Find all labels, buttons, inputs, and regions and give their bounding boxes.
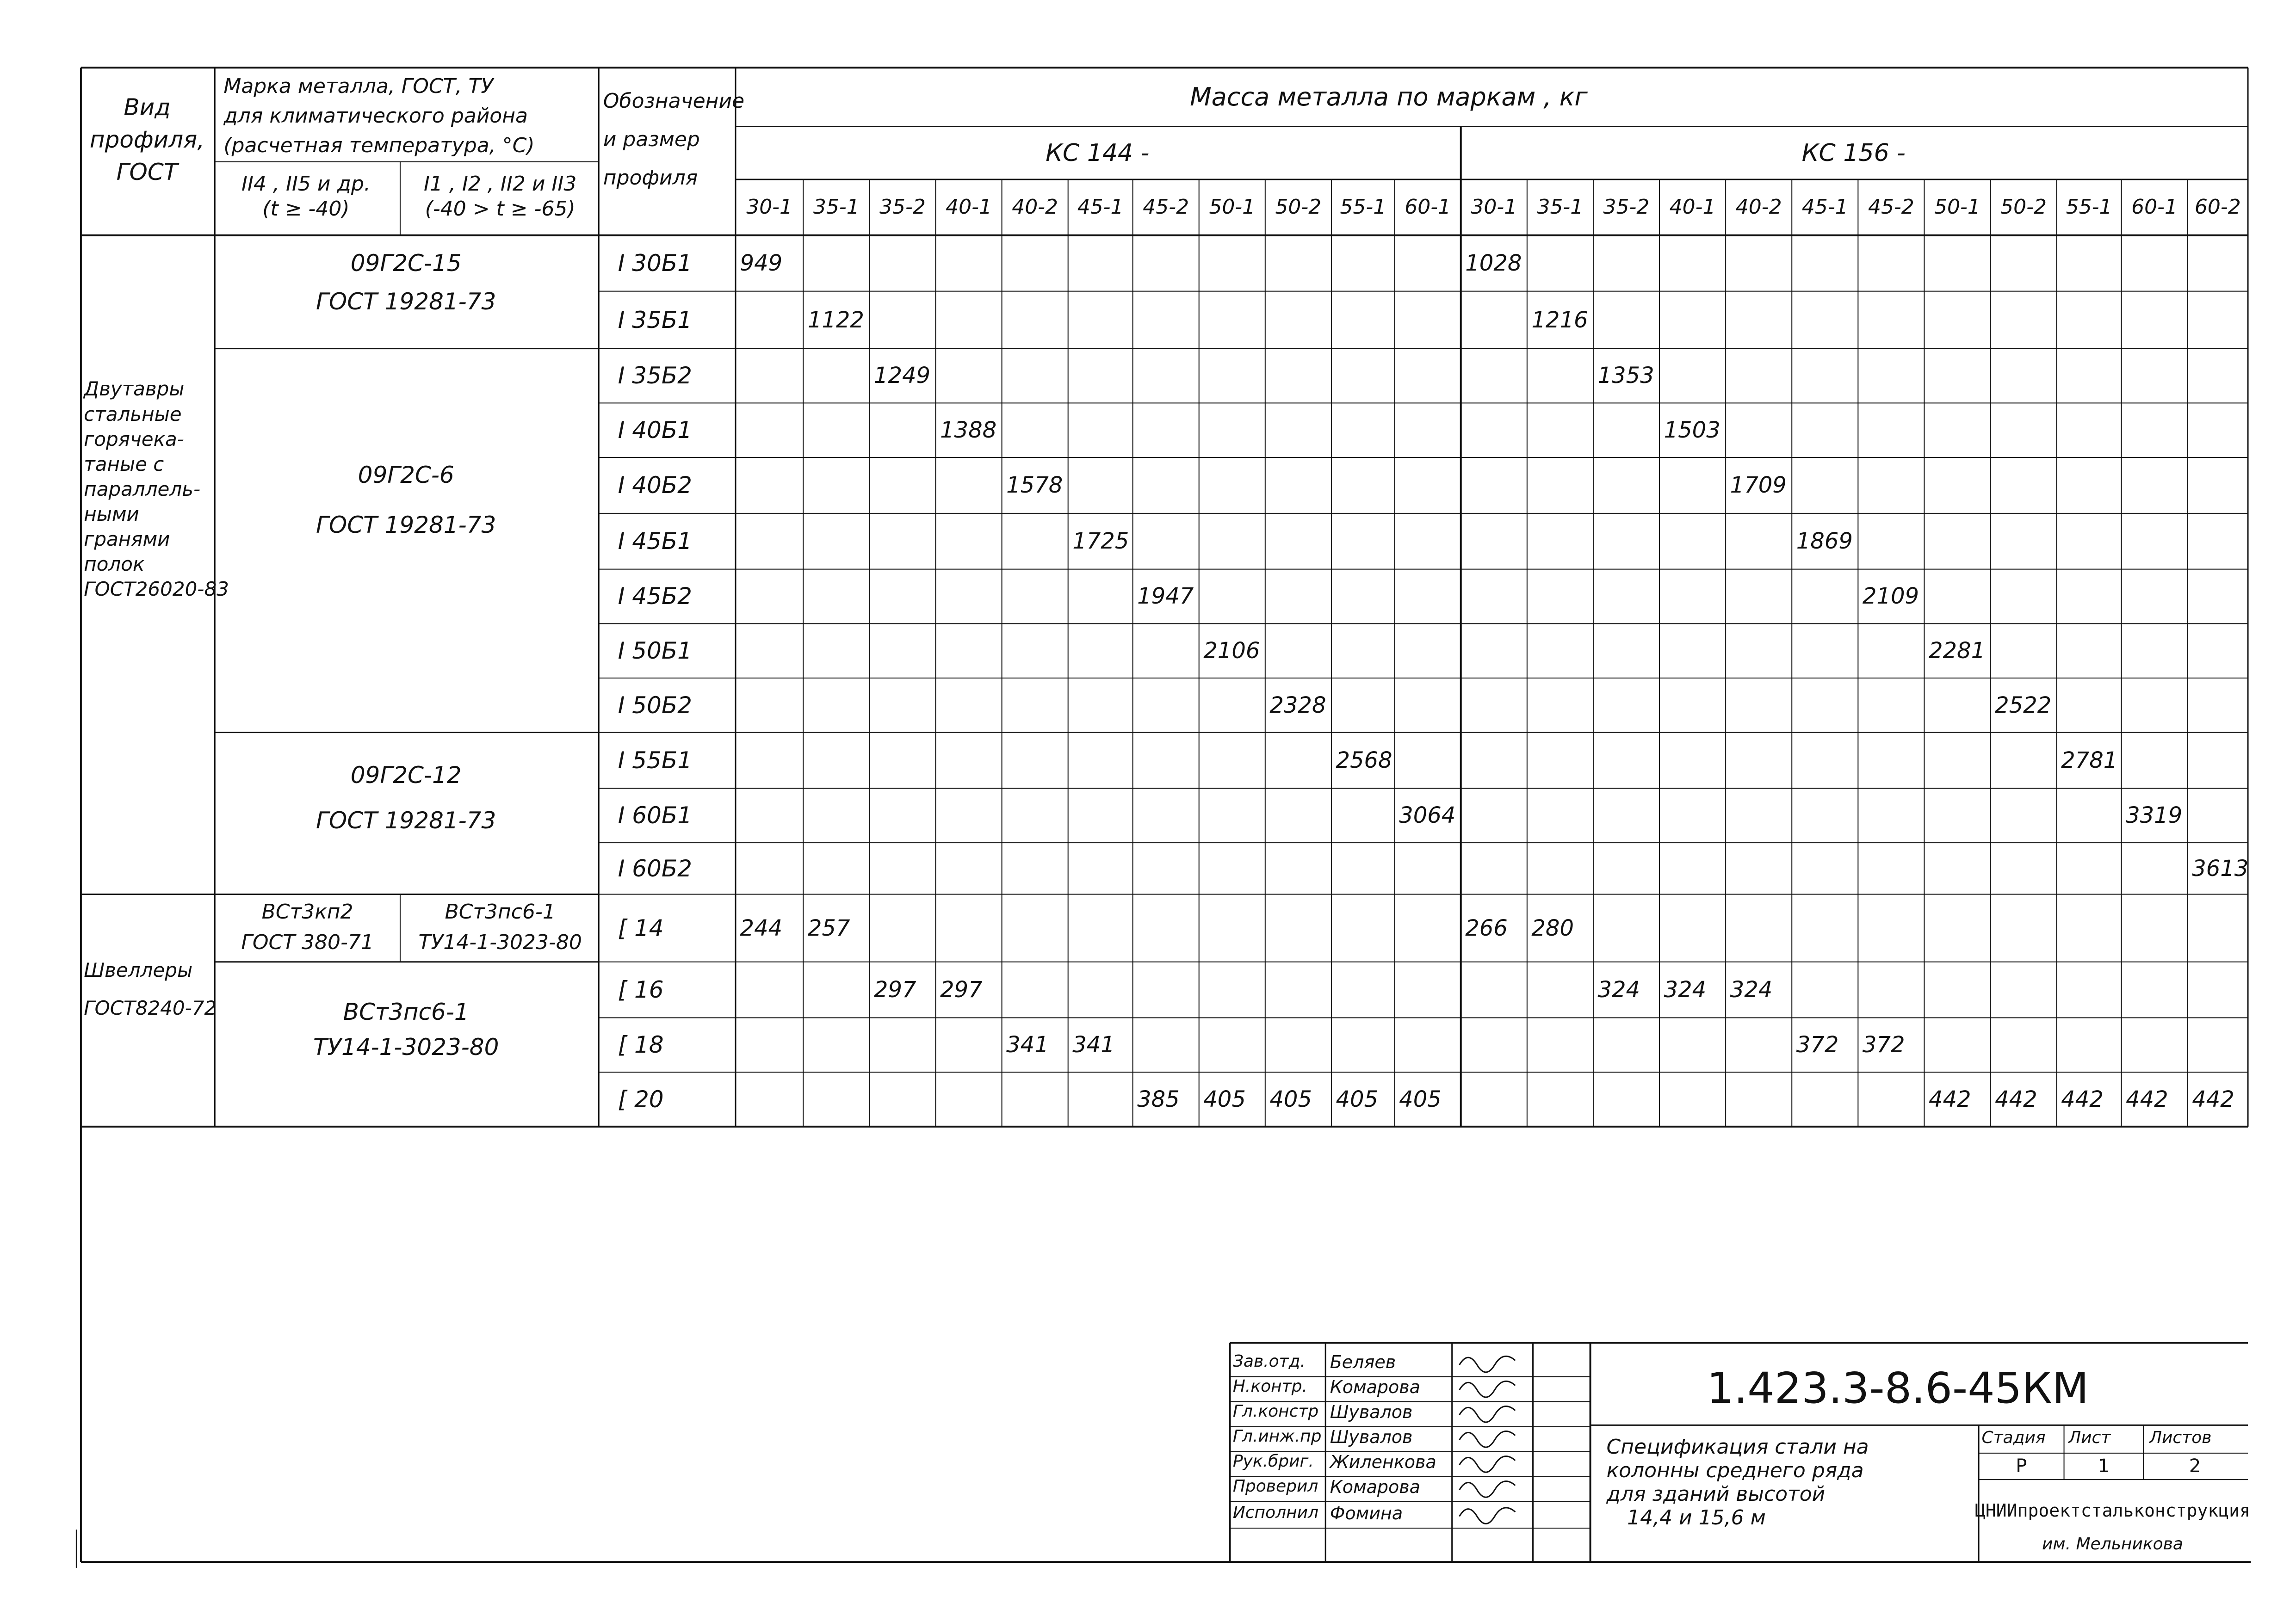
- mass-cell: 3613: [2192, 855, 2249, 882]
- signature-role: Гл.инж.пр: [1232, 1426, 1322, 1446]
- sheet-label: Лист: [2068, 1428, 2111, 1447]
- section-label-ibeams: ными: [84, 502, 139, 525]
- mass-cell: 1709: [1730, 472, 1787, 499]
- signature-name: Комарова: [1330, 1376, 1420, 1397]
- section-label-channels: Швеллеры: [84, 958, 193, 981]
- mass-cell: 442: [2192, 1086, 2234, 1113]
- column-header: 60-2: [2194, 195, 2241, 219]
- signature-role: Исполнил: [1232, 1503, 1319, 1523]
- profile-designation: I 40Б2: [618, 472, 692, 499]
- signature-scribble: [1460, 1508, 1516, 1524]
- signature-name: Фомина: [1330, 1503, 1403, 1524]
- steel-grade-header: для климатического района: [223, 104, 528, 128]
- signature-scribble: [1460, 1406, 1516, 1422]
- document-description: Спецификация стали на: [1606, 1435, 1869, 1459]
- column-header: 40-1: [946, 195, 992, 219]
- mass-cell: 1122: [807, 307, 864, 333]
- steel-grade: ВСт3кп2: [261, 900, 353, 924]
- mass-cell: 2568: [1336, 747, 1392, 774]
- profile-designation: I 40Б1: [618, 417, 692, 444]
- steel-grade: 09Г2С-12: [350, 761, 462, 789]
- column-header: 45-1: [1801, 195, 1848, 219]
- profile-type-header: Вид: [124, 94, 171, 121]
- mass-cell: 405: [1399, 1086, 1442, 1113]
- mass-cell: 372: [1796, 1032, 1839, 1058]
- signature-name: Беляев: [1330, 1351, 1396, 1372]
- signature-role: Проверил: [1232, 1476, 1318, 1496]
- column-header: 40-2: [1735, 195, 1782, 219]
- organization-subtitle: им. Мельникова: [2042, 1535, 2183, 1554]
- steel-grade: ТУ14-1-3023-80: [313, 1034, 499, 1061]
- profile-designation: I 50Б1: [618, 637, 692, 665]
- steel-grade: ГОСТ 380-71: [241, 931, 374, 955]
- steel-grade: ГОСТ 19281-73: [316, 288, 496, 315]
- profile-designation: [ 14: [618, 914, 664, 942]
- column-header: 45-2: [1868, 195, 1914, 219]
- mass-cell: 1947: [1137, 583, 1194, 610]
- mass-cell: 442: [1995, 1086, 2037, 1113]
- mass-cell: 2109: [1862, 583, 1919, 610]
- signature-role: Рук.бриг.: [1232, 1451, 1314, 1471]
- section-label-ibeams: полок: [84, 552, 145, 575]
- mass-cell: 3064: [1399, 802, 1456, 829]
- organization-name: ЦНИИпроектстальконструкция: [1975, 1500, 2250, 1521]
- column-header: 50-2: [1275, 195, 1322, 219]
- climate-b-header: I1 , I2 , II2 и II3: [424, 172, 577, 196]
- profile-designation: I 35Б2: [618, 362, 692, 389]
- sheets-value: 2: [2189, 1455, 2201, 1477]
- mass-cell: 442: [2061, 1086, 2104, 1113]
- profile-type-header: ГОСТ: [116, 159, 178, 186]
- document-description: для зданий высотой: [1606, 1482, 1826, 1506]
- column-header: 30-1: [746, 195, 793, 219]
- steel-grade: 09Г2С-6: [358, 462, 454, 489]
- profile-type-header: профиля,: [89, 126, 205, 154]
- profile-designation: I 35Б1: [618, 306, 692, 333]
- section-label-ibeams: ГОСТ26020-83: [84, 577, 229, 600]
- sheet-value: 1: [2098, 1455, 2110, 1477]
- document-description: 14,4 и 15,6 м: [1627, 1505, 1766, 1529]
- mass-cell: 257: [807, 915, 850, 941]
- mass-cell: 405: [1336, 1086, 1379, 1113]
- designation-header: Обозначение: [603, 89, 745, 113]
- mass-cell: 341: [1006, 1032, 1049, 1058]
- designation-header: и размер: [603, 127, 700, 151]
- mass-cell: 297: [940, 977, 983, 1003]
- mass-cell: 1249: [873, 363, 931, 389]
- column-header: 45-2: [1143, 195, 1189, 219]
- stage-label: Стадия: [1981, 1428, 2046, 1447]
- climate-a-header: II4 , II5 и др.: [241, 172, 371, 196]
- column-header: 50-2: [2000, 195, 2047, 219]
- section-label-ibeams: параллель-: [84, 477, 201, 500]
- climate-a-header: (t ≥ -40): [262, 197, 350, 221]
- mass-cell: 280: [1531, 915, 1574, 941]
- mass-cell: 324: [1597, 977, 1640, 1003]
- column-header: 45-1: [1077, 195, 1124, 219]
- mass-cell: 949: [740, 250, 783, 277]
- stage-value: Р: [2016, 1455, 2027, 1477]
- profile-designation: [ 20: [618, 1086, 664, 1113]
- group-ks144: КС 144 -: [1046, 139, 1150, 167]
- mass-header: Масса металла по маркам , кг: [1190, 82, 1588, 111]
- mass-cell: 1578: [1006, 472, 1063, 499]
- mass-cell: 2522: [1995, 692, 2052, 718]
- profile-designation: I 50Б2: [618, 691, 692, 719]
- steel-grade: ТУ14-1-3023-80: [418, 931, 582, 955]
- profile-designation: I 45Б1: [618, 528, 692, 555]
- column-header: 60-1: [1405, 195, 1451, 219]
- profile-designation: I 30Б1: [618, 250, 692, 277]
- mass-cell: 244: [740, 915, 783, 941]
- mass-cell: 324: [1664, 977, 1707, 1003]
- signature-role: Зав.отд.: [1232, 1351, 1306, 1371]
- section-label-channels: ГОСТ8240-72: [84, 997, 217, 1020]
- signature-name: Жиленкова: [1330, 1451, 1436, 1472]
- mass-cell: 297: [873, 977, 916, 1003]
- signature-name: Шувалов: [1330, 1401, 1413, 1422]
- column-header: 50-1: [1209, 195, 1256, 219]
- section-label-ibeams: гранями: [84, 527, 170, 550]
- signature-name: Комарова: [1330, 1476, 1420, 1497]
- mass-cell: 1028: [1465, 250, 1522, 277]
- signature-scribble: [1460, 1356, 1516, 1372]
- mass-cell: 1503: [1664, 417, 1720, 444]
- mass-cell: 442: [1928, 1086, 1971, 1113]
- column-header: 55-1: [2066, 195, 2112, 219]
- column-header: 35-2: [879, 195, 926, 219]
- document-description: колонны среднего ряда: [1606, 1458, 1864, 1482]
- signature-role: Гл.констр: [1232, 1401, 1319, 1421]
- profile-designation: I 45Б2: [618, 583, 692, 610]
- steel-grade-header: Марка металла, ГОСТ, ТУ: [223, 74, 494, 99]
- mass-cell: 372: [1862, 1032, 1905, 1058]
- mass-cell: 2281: [1928, 638, 1986, 664]
- mass-cell: 405: [1203, 1086, 1246, 1113]
- profile-designation: I 60Б1: [618, 802, 692, 829]
- mass-cell: 2328: [1269, 692, 1326, 718]
- section-label-ibeams: стальные: [84, 402, 182, 426]
- column-header: 55-1: [1340, 195, 1386, 219]
- column-header: 35-2: [1603, 195, 1650, 219]
- mass-cell: 1869: [1796, 528, 1853, 555]
- signature-scribble: [1460, 1481, 1516, 1498]
- column-header: 60-1: [2131, 195, 2178, 219]
- climate-b-header: (-40 > t ≥ -65): [425, 197, 576, 221]
- mass-cell: 442: [2126, 1086, 2168, 1113]
- column-header: 30-1: [1471, 195, 1517, 219]
- profile-designation: [ 18: [618, 1031, 664, 1059]
- column-header: 35-1: [1537, 195, 1584, 219]
- mass-cell: 2781: [2061, 747, 2118, 774]
- signature-role: Н.контр.: [1232, 1376, 1307, 1396]
- steel-grade: ГОСТ 19281-73: [316, 512, 496, 539]
- mass-cell: 1353: [1597, 363, 1654, 389]
- group-ks156: КС 156 -: [1801, 139, 1906, 167]
- section-label-ibeams: Двутавры: [84, 377, 185, 401]
- signature-scribble: [1460, 1456, 1516, 1473]
- steel-grade: ВСт3пс6-1: [445, 900, 556, 924]
- mass-cell: 1388: [940, 417, 997, 444]
- mass-cell: 341: [1072, 1032, 1115, 1058]
- designation-header: профиля: [603, 166, 698, 190]
- document-code: 1.423.3-8.6-45КМ: [1707, 1363, 2089, 1413]
- mass-cell: 3319: [2126, 802, 2183, 829]
- column-header: 40-2: [1012, 195, 1058, 219]
- column-header: 50-1: [1934, 195, 1980, 219]
- profile-designation: I 60Б2: [618, 855, 692, 882]
- column-header: 35-1: [813, 195, 860, 219]
- profile-designation: I 55Б1: [618, 747, 692, 774]
- column-header: 40-1: [1669, 195, 1716, 219]
- steel-grade-header: (расчетная температура, °C): [223, 133, 535, 157]
- section-label-ibeams: таные с: [84, 452, 164, 475]
- mass-cell: 266: [1465, 915, 1508, 941]
- mass-cell: 405: [1269, 1086, 1312, 1113]
- steel-grade: ГОСТ 19281-73: [316, 807, 496, 834]
- signature-name: Шувалов: [1330, 1426, 1413, 1447]
- mass-cell: 1725: [1072, 528, 1129, 555]
- mass-cell: 1216: [1531, 307, 1588, 333]
- profile-designation: [ 16: [618, 976, 664, 1004]
- mass-cell: 2106: [1203, 638, 1260, 664]
- steel-grade: ВСт3пс6-1: [343, 998, 469, 1025]
- steel-grade: 09Г2С-15: [350, 250, 462, 277]
- signature-scribble: [1460, 1431, 1516, 1448]
- sheets-label: Листов: [2149, 1428, 2212, 1447]
- section-label-ibeams: горячека-: [84, 427, 184, 450]
- mass-cell: 324: [1730, 977, 1773, 1003]
- mass-cell: 385: [1137, 1086, 1180, 1113]
- signature-scribble: [1460, 1381, 1516, 1397]
